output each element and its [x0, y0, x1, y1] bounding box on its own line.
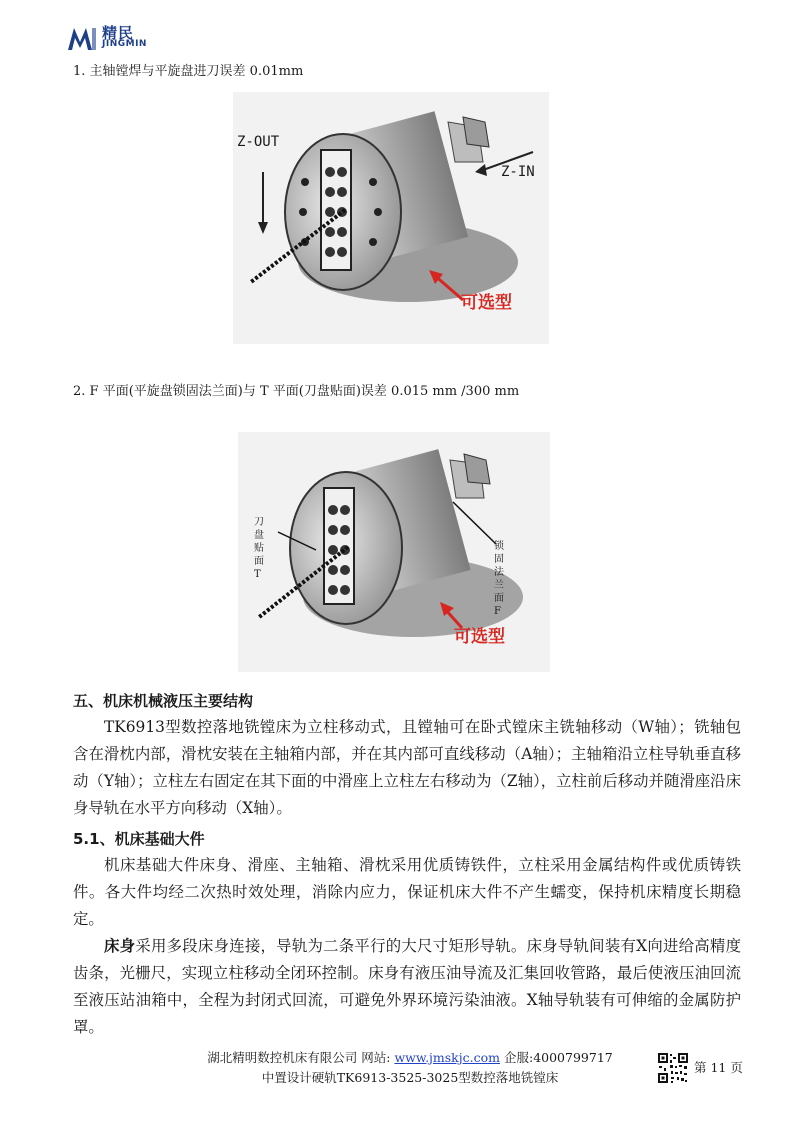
company-logo: [68, 22, 188, 52]
footer-website-label: 网站:: [361, 1050, 391, 1065]
logo-text-cn: 精民: [102, 24, 135, 42]
section5-heading: 五、机床机械液压主要结构: [73, 692, 254, 710]
bed-term: 床身: [104, 937, 136, 955]
figure1-spindle-image: [233, 92, 549, 344]
footer-contact: [160, 1048, 660, 1066]
section5-paragraph: TK6913型数控落地铣镗床为立柱移动式，且镗轴可在卧式镗床主铣轴移动（W轴）；铣轴包含在滑枕内部，滑枕安装在主轴箱内部，并在其内部可直线移动（A轴）；主轴箱沿立柱导轨垂直移动（Y轴）；立柱左右固定在其下面的中滑座上立柱左右移动为（Z轴），立柱前后移动并随滑座沿床身导轨在水平方向移动（X轴）。: [73, 718, 741, 817]
footer-company: 湖北精明数控机床有限公司: [207, 1050, 358, 1065]
qr-code-icon: [657, 1052, 689, 1084]
z-out-label: Z-OUT: [237, 134, 280, 150]
optional-label-1: 可选型: [461, 293, 512, 313]
z-in-label: Z-IN: [501, 164, 535, 180]
bed-description: 采用多段床身连接，导轨为二条平行的大尺寸矩形导轨。床身导轨间装有X向进给高精度齿条，光栅尺，实现立柱移动全闭环控制。床身有液压油导流及汇集回收管路，最后使液压油回流至液压站油箱中，全程为封闭式回流，可避免外界环境污染油液。X轴导轨装有可伸缩的金属防护罩。: [73, 937, 741, 1036]
footer-service-number: 4000799717: [533, 1050, 613, 1065]
page-number: 第 11 页: [694, 1060, 743, 1075]
footer-subtitle: 中置设计硬轨TK6913-3525-3025型数控落地铣镗床: [261, 1070, 559, 1085]
section5-body: [73, 714, 741, 822]
f-face-label: 锁固法兰面F: [494, 541, 504, 617]
section51-body: [73, 852, 741, 1041]
section51-heading: 5.1、机床基础大件: [73, 830, 205, 848]
footer-service-label: 企服:: [503, 1050, 534, 1065]
jingmin-logo-icon: [68, 24, 98, 50]
section51-paragraph-2: [73, 933, 741, 1041]
section51-paragraph-1: 机床基础大件床身、滑座、主轴箱、滑枕采用优质铸铁件，立柱采用金属结构件或优质铸铁件。各大件均经二次热时效处理，消除内应力，保证机床大件不产生蠕变，保持机床精度长期稳定。: [73, 856, 741, 928]
logo-text-en: JINGMIN: [102, 39, 147, 49]
t-face-label: 刀盘贴面T: [254, 517, 264, 580]
figure2-caption: 2. F 平面(平旋盘锁固法兰面)与 T 平面(刀盘贴面)误差 0.015 mm /300 mm: [73, 384, 520, 399]
optional-label-2: 可选型: [454, 627, 505, 647]
figure2-spindle-image: [238, 432, 550, 672]
footer-website-link[interactable]: www.jmskjc.com: [394, 1050, 500, 1065]
figure1-caption: 1. 主轴镗焊与平旋盘进刀误差 0.01mm: [73, 64, 304, 79]
